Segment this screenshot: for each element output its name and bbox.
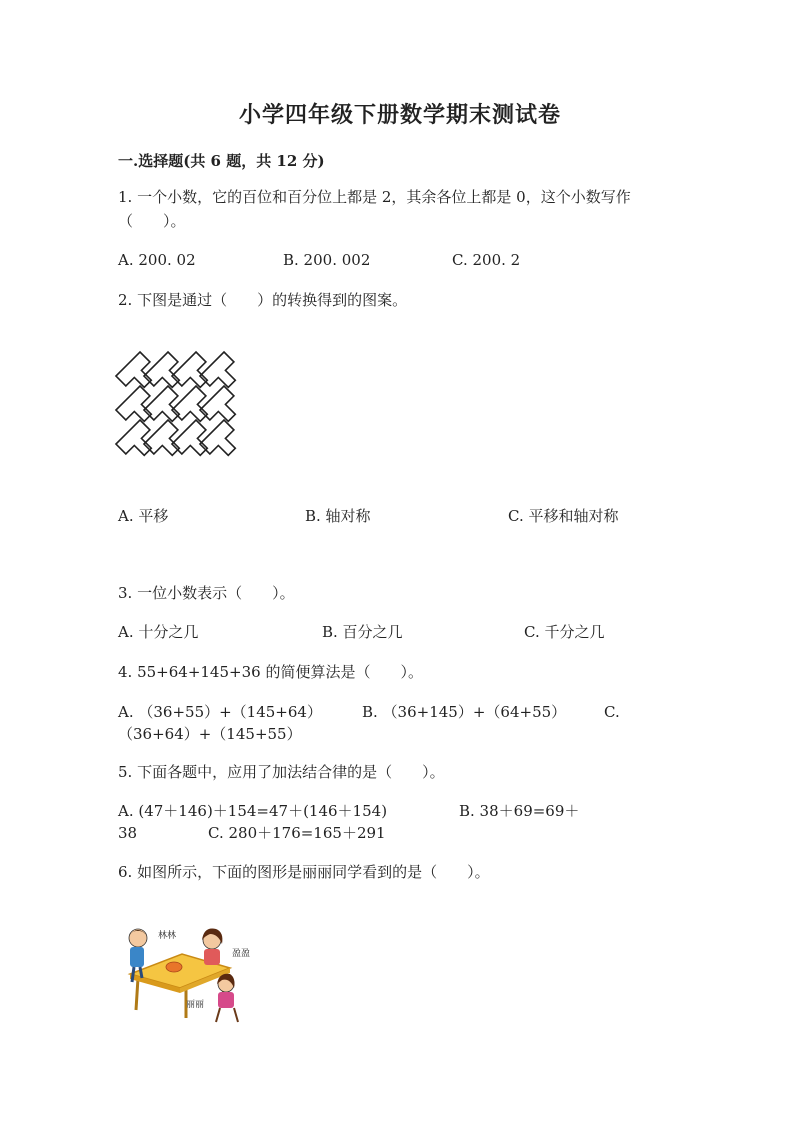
question-4-option-c-value: （36+64）+（145+55） — [118, 725, 302, 743]
question-1-line1: 1. 一个小数，它的百位和百分位上都是 2，其余各位上都是 0，这个小数写作 — [118, 188, 631, 206]
question-5-option-c: C. 280＋176=165＋291 — [208, 824, 386, 842]
label-lili: 丽丽 — [186, 1000, 205, 1010]
child-yingying-icon — [202, 928, 222, 965]
child-lili-icon — [216, 974, 238, 1022]
page-title: 小学四年级下册数学期末测试卷 — [238, 102, 561, 128]
pattern-tile — [144, 386, 188, 430]
label-linlin: 林林 — [158, 931, 177, 941]
question-5-text: 5. 下面各题中，应用了加法结合律的是（ ）。 — [118, 763, 445, 781]
question-1-option-b: B. 200. 002 — [283, 251, 371, 269]
table-illustration — [124, 918, 259, 1028]
pattern-tile — [200, 386, 244, 430]
question-3-option-b: B. 百分之几 — [322, 623, 403, 641]
pattern-tile — [172, 386, 216, 430]
section-heading: 一.选择题(共 6 题，共 12 分) — [118, 152, 325, 170]
question-1-option-a: A. 200. 02 — [118, 251, 196, 269]
pattern-figure — [118, 340, 268, 468]
question-2-option-a: A. 平移 — [118, 507, 169, 525]
pattern-tile — [116, 352, 160, 396]
question-4-option-b: B. （36+145）+（64+55） — [362, 703, 567, 721]
pattern-tile — [144, 420, 188, 464]
question-5-option-b-part1: B. 38＋69=69＋ — [459, 802, 580, 820]
question-3-text: 3. 一位小数表示（ ）。 — [118, 584, 295, 602]
label-yingying: 盈盈 — [232, 949, 251, 959]
pattern-tile — [116, 386, 160, 430]
pattern-tile — [200, 352, 244, 396]
question-4-option-c-label: C. — [604, 703, 620, 721]
question-4-text: 4. 55+64+145+36 的简便算法是（ ）。 — [118, 663, 423, 681]
question-2-option-c: C. 平移和轴对称 — [508, 507, 619, 525]
pattern-tile — [144, 352, 188, 396]
pattern-tile — [200, 420, 244, 464]
question-4-option-a: A. （36+55）+（145+64） — [118, 703, 322, 721]
question-3-option-c: C. 千分之几 — [524, 623, 605, 641]
question-1-line2: （ ）。 — [118, 212, 186, 230]
pattern-tile — [116, 420, 160, 464]
question-2-option-b: B. 轴对称 — [305, 507, 371, 525]
question-2-text: 2. 下图是通过（ ）的转换得到的图案。 — [118, 291, 408, 309]
question-1-option-c: C. 200. 2 — [452, 251, 521, 269]
pattern-tile — [172, 352, 216, 396]
pattern-tile — [172, 420, 216, 464]
question-3-option-a: A. 十分之几 — [118, 623, 199, 641]
pumpkin-icon — [166, 962, 182, 972]
question-6-text: 6. 如图所示，下面的图形是丽丽同学看到的是（ ）。 — [118, 863, 490, 881]
question-5-option-b-part2: 38 — [118, 824, 138, 842]
question-5-option-a: A. (47＋146)＋154=47＋(146＋154) — [118, 802, 388, 820]
